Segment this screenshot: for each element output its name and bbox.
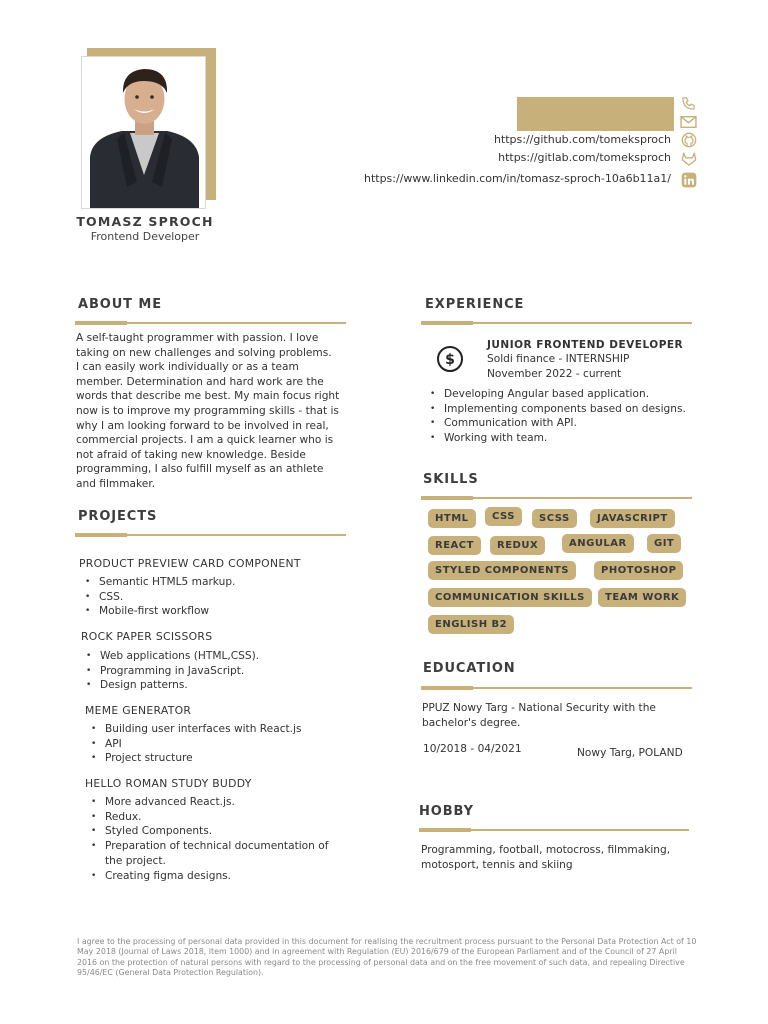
about-title: ABOUT ME: [78, 297, 162, 312]
github-icon: [680, 131, 697, 148]
project-title: MEME GENERATOR: [85, 704, 192, 717]
hobby-title: HOBBY: [419, 804, 474, 819]
phone-icon: [680, 95, 697, 112]
experience-divider: [421, 322, 692, 324]
contact-bar: [517, 97, 674, 131]
skill-tag: REDUX: [490, 536, 545, 555]
list-item: • Creating figma designs.: [85, 869, 328, 884]
github-link[interactable]: https://github.com/tomeksproch: [493, 133, 671, 146]
project-bullets: [85, 722, 302, 766]
list-item: • Semantic HTML5 markup.: [79, 575, 235, 590]
experience-company: Soldi finance - INTERNSHIP: [487, 353, 630, 365]
list-item: • Styled Components.: [85, 824, 328, 839]
project-title: PRODUCT PREVIEW CARD COMPONENT: [79, 557, 301, 570]
projects-divider: [75, 534, 346, 536]
skill-tag: GIT: [647, 534, 681, 553]
skill-tag: HTML: [428, 509, 476, 528]
gitlab-link[interactable]: https://gitlab.com/tomeksproch: [498, 151, 671, 164]
linkedin-icon: [680, 171, 697, 188]
skill-tag: COMMUNICATION SKILLS: [428, 588, 592, 607]
list-item: • Preparation of technical documentation of the project.: [85, 839, 328, 868]
person-role: Frontend Developer: [90, 230, 200, 243]
skill-tag: PHOTOSHOP: [594, 561, 683, 580]
list-item: • Project structure: [85, 751, 302, 766]
education-location: Nowy Targ, POLAND: [577, 747, 683, 759]
skill-tag: JAVASCRIPT: [590, 509, 675, 528]
svg-text:$: $: [445, 352, 455, 368]
project-title: ROCK PAPER SCISSORS: [81, 630, 213, 643]
list-item: • Mobile-first workflow: [79, 604, 235, 619]
list-item: • CSS.: [79, 590, 235, 605]
list-item: • Design patterns.: [80, 678, 259, 693]
experience-period: November 2022 - current: [487, 368, 622, 380]
hobby-divider: [419, 829, 689, 831]
profile-photo: [81, 56, 206, 209]
skills-divider: [421, 497, 692, 499]
skill-tag: REACT: [428, 536, 481, 555]
skill-tag: ENGLISH B2: [428, 615, 514, 634]
list-item: • Web applications (HTML,CSS).: [80, 649, 259, 664]
list-item: • More advanced React.js.: [85, 795, 328, 810]
experience-role: JUNIOR FRONTEND DEVELOPER: [487, 339, 684, 351]
project-title: HELLO ROMAN STUDY BUDDY: [85, 777, 252, 790]
projects-title: PROJECTS: [78, 509, 158, 524]
experience-bullets: [424, 387, 686, 446]
list-item: • Redux.: [85, 810, 328, 825]
linkedin-link[interactable]: https://www.linkedin.com/in/tomasz-sproch-10a6b11a1/: [363, 172, 671, 185]
project-bullets: [85, 795, 328, 883]
education-divider: [421, 687, 692, 689]
hobby-text: Programming, football, motocross, filmmaking, motosport, tennis and skiing: [421, 844, 671, 871]
about-text: A self-taught programmer with passion. I love taking on new challenges and solving problems. I can easily work individually or as a team member. Determination and hard work are the words that describe me best. My main focus right now is to improve my programming skills - that is why I am looking forward to be involved in real, commercial projects. I am a quick learner who is not afraid of taking new knowledge. Beside programming, I also fulfill myself as an athlete and filmmaker.: [76, 332, 340, 490]
skill-tag: ANGULAR: [562, 534, 634, 553]
about-divider: [75, 322, 346, 324]
list-item: • Programming in JavaScript.: [80, 664, 259, 679]
education-period: 10/2018 - 04/2021: [423, 743, 522, 755]
project-bullets: [80, 649, 259, 693]
skill-tag: STYLED COMPONENTS: [428, 561, 576, 580]
list-item: • Communication with API.: [424, 416, 686, 431]
list-item: • API: [85, 737, 302, 752]
list-item: • Working with team.: [424, 431, 686, 446]
skill-tag: SCSS: [532, 509, 577, 528]
experience-title: EXPERIENCE: [425, 297, 525, 312]
education-school: PPUZ Nowy Targ - National Security with the bachelor's degree.: [422, 702, 656, 729]
skills-title: SKILLS: [423, 472, 479, 487]
dollar-icon: [436, 345, 464, 373]
skill-tag: TEAM WORK: [598, 588, 686, 607]
gdpr-consent-clause: I agree to the processing of personal data provided in this document for realising the recruitment process pursuant to the Personal Data Protection Act of 10 May 2018 (Journal of Laws 2018, item 1000) and in agreement with Regulation (EU) 2016/679 of the European Parliament and of the Council of 27 April 2016 on the protection of natural persons with regard to the processing of personal data and on the free movement of such data, and repealing Directive 95/46/EC (General Data Protection Regulation).: [77, 937, 697, 978]
list-item: • Building user interfaces with React.js: [85, 722, 302, 737]
list-item: • Implementing components based on designs.: [424, 402, 686, 417]
list-item: • Developing Angular based application.: [424, 387, 686, 402]
project-bullets: [79, 575, 235, 619]
education-title: EDUCATION: [423, 661, 516, 676]
gitlab-icon: [680, 150, 697, 167]
skill-tag: CSS: [485, 507, 522, 526]
email-icon: [680, 113, 697, 130]
person-name: TOMASZ SPROCH: [76, 214, 214, 229]
